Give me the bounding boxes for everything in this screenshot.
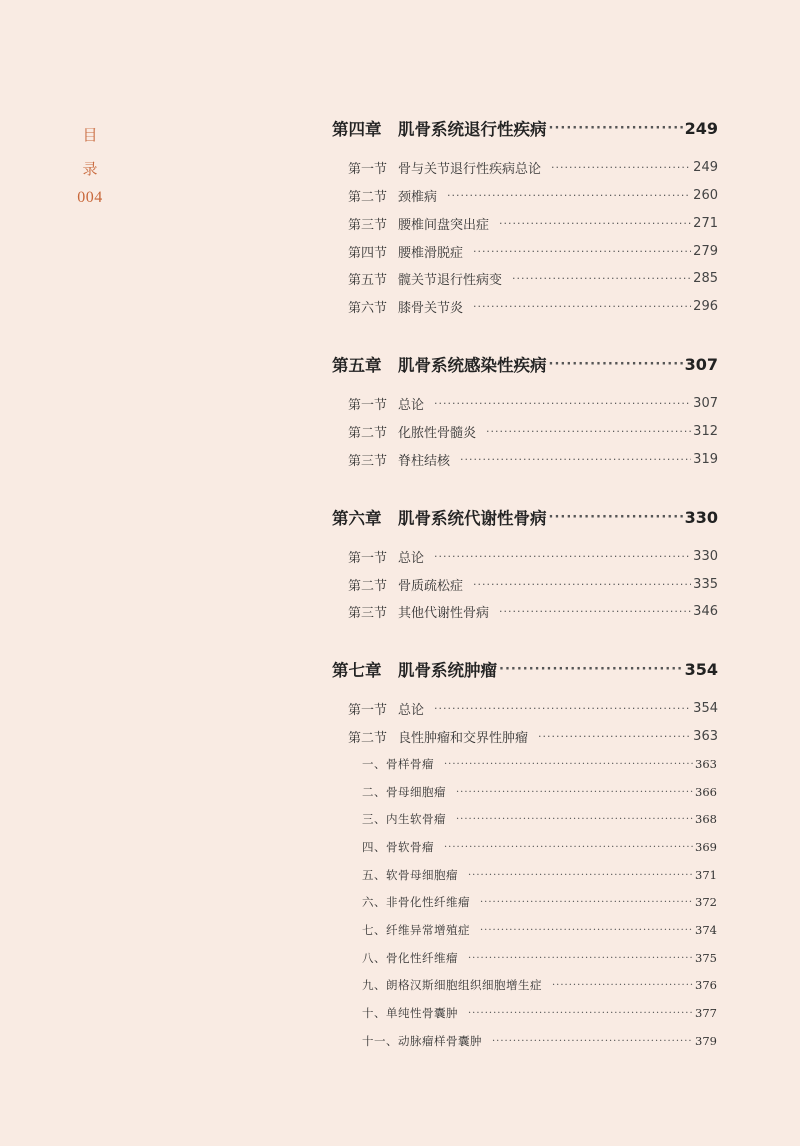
- leader-dots: [486, 425, 691, 438]
- leader-dots: [444, 759, 693, 770]
- subsection-entry[interactable]: [332, 810, 718, 828]
- subsection-title: 五、软骨母细胞瘤: [362, 868, 458, 882]
- section-entry[interactable]: [332, 296, 718, 316]
- leader-dots: [538, 730, 691, 743]
- leader-dots: [473, 578, 691, 591]
- section-title: 其他代谢性骨病: [398, 605, 490, 621]
- leader-dots: [434, 397, 691, 410]
- subsection-page: 374: [695, 923, 717, 937]
- section-page: 296: [693, 298, 718, 314]
- chapter-title: 肌骨系统退行性疾病: [398, 120, 547, 139]
- section-entry[interactable]: [332, 574, 718, 594]
- section-page: 354: [693, 700, 718, 716]
- subsection-title: 十、单纯性骨囊肿: [362, 1006, 458, 1020]
- subsection-page: 363: [695, 757, 717, 771]
- sidebar-toc-marker: [60, 118, 120, 210]
- section-title: 脊柱结核: [398, 453, 451, 469]
- subsection-entry[interactable]: [332, 838, 718, 856]
- leader-dots: [468, 870, 693, 881]
- leader-dots: [499, 662, 683, 677]
- leader-dots: [549, 357, 683, 372]
- section-title: 骨质疏松症: [398, 578, 464, 594]
- leader-dots: [552, 980, 693, 991]
- chapter-heading[interactable]: [332, 352, 718, 376]
- subsection-entry[interactable]: [332, 866, 718, 884]
- section-page: 363: [693, 728, 718, 744]
- subsection-title: 一、骨样骨瘤: [362, 757, 434, 771]
- chapter-page: 307: [684, 354, 718, 374]
- section-page: 330: [693, 548, 718, 564]
- chapter-label: 第四章: [332, 120, 382, 139]
- subsection-page: 372: [695, 895, 717, 909]
- subsection-title: 十一、动脉瘤样骨囊肿: [362, 1034, 482, 1048]
- section-entry[interactable]: [332, 185, 718, 205]
- leader-dots: [468, 953, 693, 964]
- leader-dots: [499, 605, 691, 618]
- section-title: 腰椎间盘突出症: [398, 217, 490, 233]
- section-title: 颈椎病: [398, 189, 438, 205]
- leader-dots: [447, 189, 691, 202]
- section-label: 第四节: [348, 245, 388, 261]
- leader-dots: [549, 510, 683, 525]
- subsection-title: 四、骨软骨瘤: [362, 840, 434, 854]
- section-label: 第三节: [348, 217, 388, 233]
- subsection-page: 376: [695, 978, 717, 992]
- leader-dots: [473, 300, 691, 313]
- chapter-page: 354: [684, 659, 718, 679]
- subsection-title: 二、骨母细胞瘤: [362, 785, 446, 799]
- subsection-entry[interactable]: [332, 976, 718, 994]
- section-title: 腰椎滑脱症: [398, 245, 464, 261]
- section-page: 307: [693, 395, 718, 411]
- leader-dots: [456, 787, 693, 798]
- section-label: 第五节: [348, 272, 388, 288]
- subsection-entry[interactable]: [332, 1032, 718, 1050]
- chapter-label: 第五章: [332, 356, 382, 375]
- leader-dots: [444, 842, 693, 853]
- section-title: 膝骨关节炎: [398, 300, 464, 316]
- section-page: 260: [693, 187, 718, 203]
- section-entry[interactable]: [332, 698, 718, 718]
- subsection-title: 六、非骨化性纤维瘤: [362, 895, 470, 909]
- section-label: 第三节: [348, 453, 388, 469]
- section-entry[interactable]: [332, 241, 718, 261]
- section-label: 第一节: [348, 550, 388, 566]
- section-entry[interactable]: [332, 268, 718, 288]
- section-title: 总论: [398, 397, 425, 413]
- leader-dots: [551, 161, 691, 174]
- section-page: 346: [693, 603, 718, 619]
- subsection-title: 三、内生软骨瘤: [362, 812, 446, 826]
- leader-dots: [460, 453, 691, 466]
- chapter-heading[interactable]: [332, 116, 718, 140]
- section-title: 总论: [398, 702, 425, 718]
- chapter-page: 330: [684, 507, 718, 527]
- section-entry[interactable]: [332, 449, 718, 469]
- section-entry[interactable]: [332, 726, 718, 746]
- section-label: 第二节: [348, 730, 388, 746]
- subsection-entry[interactable]: [332, 921, 718, 939]
- leader-dots: [549, 121, 683, 136]
- section-label: 第一节: [348, 397, 388, 413]
- section-label: 第一节: [348, 702, 388, 718]
- subsection-title: 七、纤维异常增殖症: [362, 923, 470, 937]
- section-entry[interactable]: [332, 393, 718, 413]
- leader-dots: [480, 897, 693, 908]
- leader-dots: [512, 272, 691, 285]
- leader-dots: [456, 814, 693, 825]
- chapter-page: 249: [684, 118, 718, 138]
- section-page: 271: [693, 215, 718, 231]
- subsection-page: 369: [695, 840, 717, 854]
- leader-dots: [434, 702, 691, 715]
- section-page: 279: [693, 243, 718, 259]
- chapter-heading[interactable]: [332, 657, 718, 681]
- subsection-entry[interactable]: [332, 949, 718, 967]
- sidebar-page-number: 004: [77, 189, 103, 206]
- section-entry[interactable]: [332, 421, 718, 441]
- section-title: 髋关节退行性病变: [398, 272, 503, 288]
- section-label: 第二节: [348, 578, 388, 594]
- section-label: 第一节: [348, 161, 388, 177]
- chapter-label: 第六章: [332, 509, 382, 528]
- leader-dots: [473, 245, 691, 258]
- subsection-page: 375: [695, 951, 717, 965]
- section-entry[interactable]: [332, 546, 718, 566]
- subsection-entry[interactable]: [332, 893, 718, 911]
- subsection-entry[interactable]: [332, 755, 718, 773]
- subsection-page: 366: [695, 785, 717, 799]
- section-entry[interactable]: [332, 157, 718, 177]
- section-page: 312: [693, 423, 718, 439]
- chapter-title: 肌骨系统代谢性骨病: [398, 509, 547, 528]
- section-page: 319: [693, 451, 718, 467]
- section-title: 化脓性骨髓炎: [398, 425, 477, 441]
- section-entry[interactable]: [332, 213, 718, 233]
- section-page: 335: [693, 576, 718, 592]
- subsection-entry[interactable]: [332, 1004, 718, 1022]
- subsection-title: 八、骨化性纤维瘤: [362, 951, 458, 965]
- section-label: 第三节: [348, 605, 388, 621]
- subsection-title: 九、朗格汉斯细胞组织细胞增生症: [362, 978, 542, 992]
- section-title: 骨与关节退行性疾病总论: [398, 161, 542, 177]
- section-page: 249: [693, 159, 718, 175]
- subsection-page: 371: [695, 868, 717, 882]
- chapter-label: 第七章: [332, 661, 382, 680]
- leader-dots: [499, 217, 691, 230]
- leader-dots: [480, 925, 693, 936]
- chapter-title: 肌骨系统肿瘤: [398, 661, 497, 680]
- leader-dots: [434, 550, 691, 563]
- leader-dots: [492, 1036, 693, 1047]
- subsection-page: 368: [695, 812, 717, 826]
- chapter-title: 肌骨系统感染性疾病: [398, 356, 547, 375]
- subsection-page: 379: [695, 1034, 717, 1048]
- section-page: 285: [693, 270, 718, 286]
- section-entry[interactable]: [332, 601, 718, 621]
- section-title: 总论: [398, 550, 425, 566]
- chapter-heading[interactable]: [332, 505, 718, 529]
- sidebar-char-2: 录: [82, 160, 98, 178]
- subsection-entry[interactable]: [332, 783, 718, 801]
- section-label: 第二节: [348, 189, 388, 205]
- subsection-page: 377: [695, 1006, 717, 1020]
- section-label: 第二节: [348, 425, 388, 441]
- sidebar-char-1: 目: [82, 126, 98, 144]
- section-label: 第六节: [348, 300, 388, 316]
- leader-dots: [468, 1008, 693, 1019]
- section-title: 良性肿瘤和交界性肿瘤: [398, 730, 529, 746]
